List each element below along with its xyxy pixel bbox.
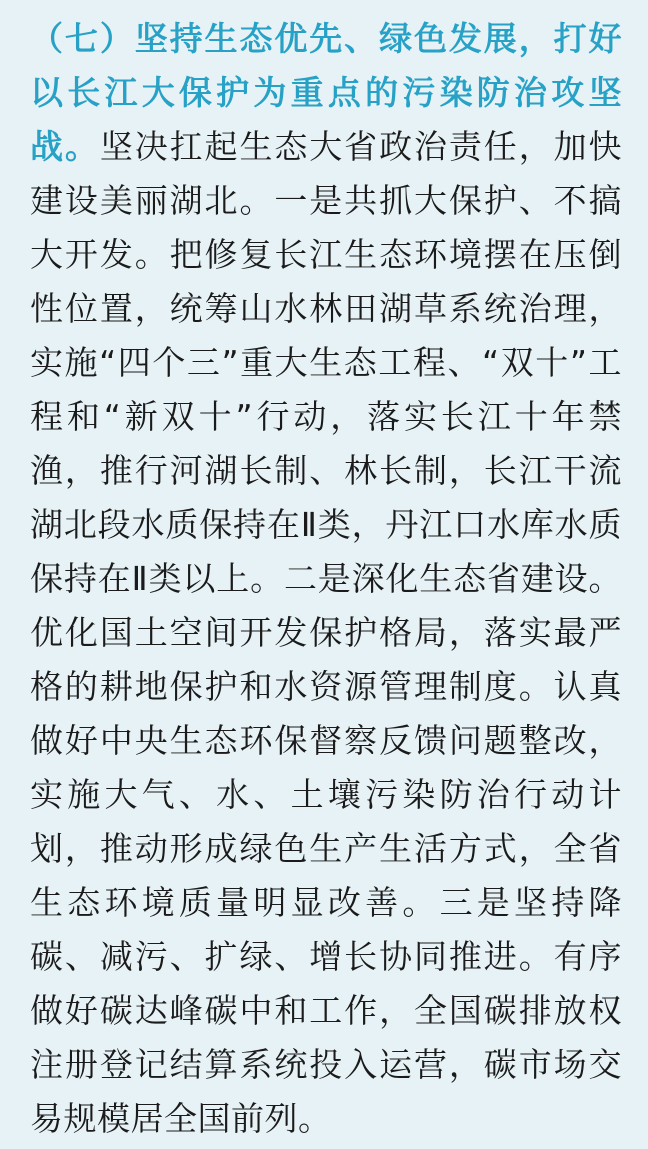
paragraph-body: 坚决扛起生态大省政治责任，加快建设美丽湖北。一是共抓大保护、不搞大开发。把修复长江生态环境摆在压倒性位置，统筹山水林田湖草系统治理，实施“四个三”重大生态工程、“双十”工程和“新双十”行动，落实长江十年禁渔，推行河湖长制、林长制，长江干流湖北段水质保持在Ⅱ类，丹江口水库水质保持在Ⅱ类以上。二是深化生态省建设。优化国土空间开发保护格局，落实最严格的耕地保护和水资源管理制度。认真做好中央生态环保督察反馈问题整改，实施大气、水、土壤污染防治行动计划，推动形成绿色生产生活方式，全省生态环境质量明显改善。三是坚持降碳、减污、扩绿、增长协同推进。有序做好碳达峰碳中和工作，全国碳排放权注册登记结算系统投入运营，碳市场交易规模居全国前列。 xyxy=(30,127,622,1138)
article-paragraph xyxy=(30,12,622,1146)
section-heading: （七）坚持生态优先、绿色发展，打好以长江大保护为重点的污染防治攻坚战。 xyxy=(30,19,622,166)
